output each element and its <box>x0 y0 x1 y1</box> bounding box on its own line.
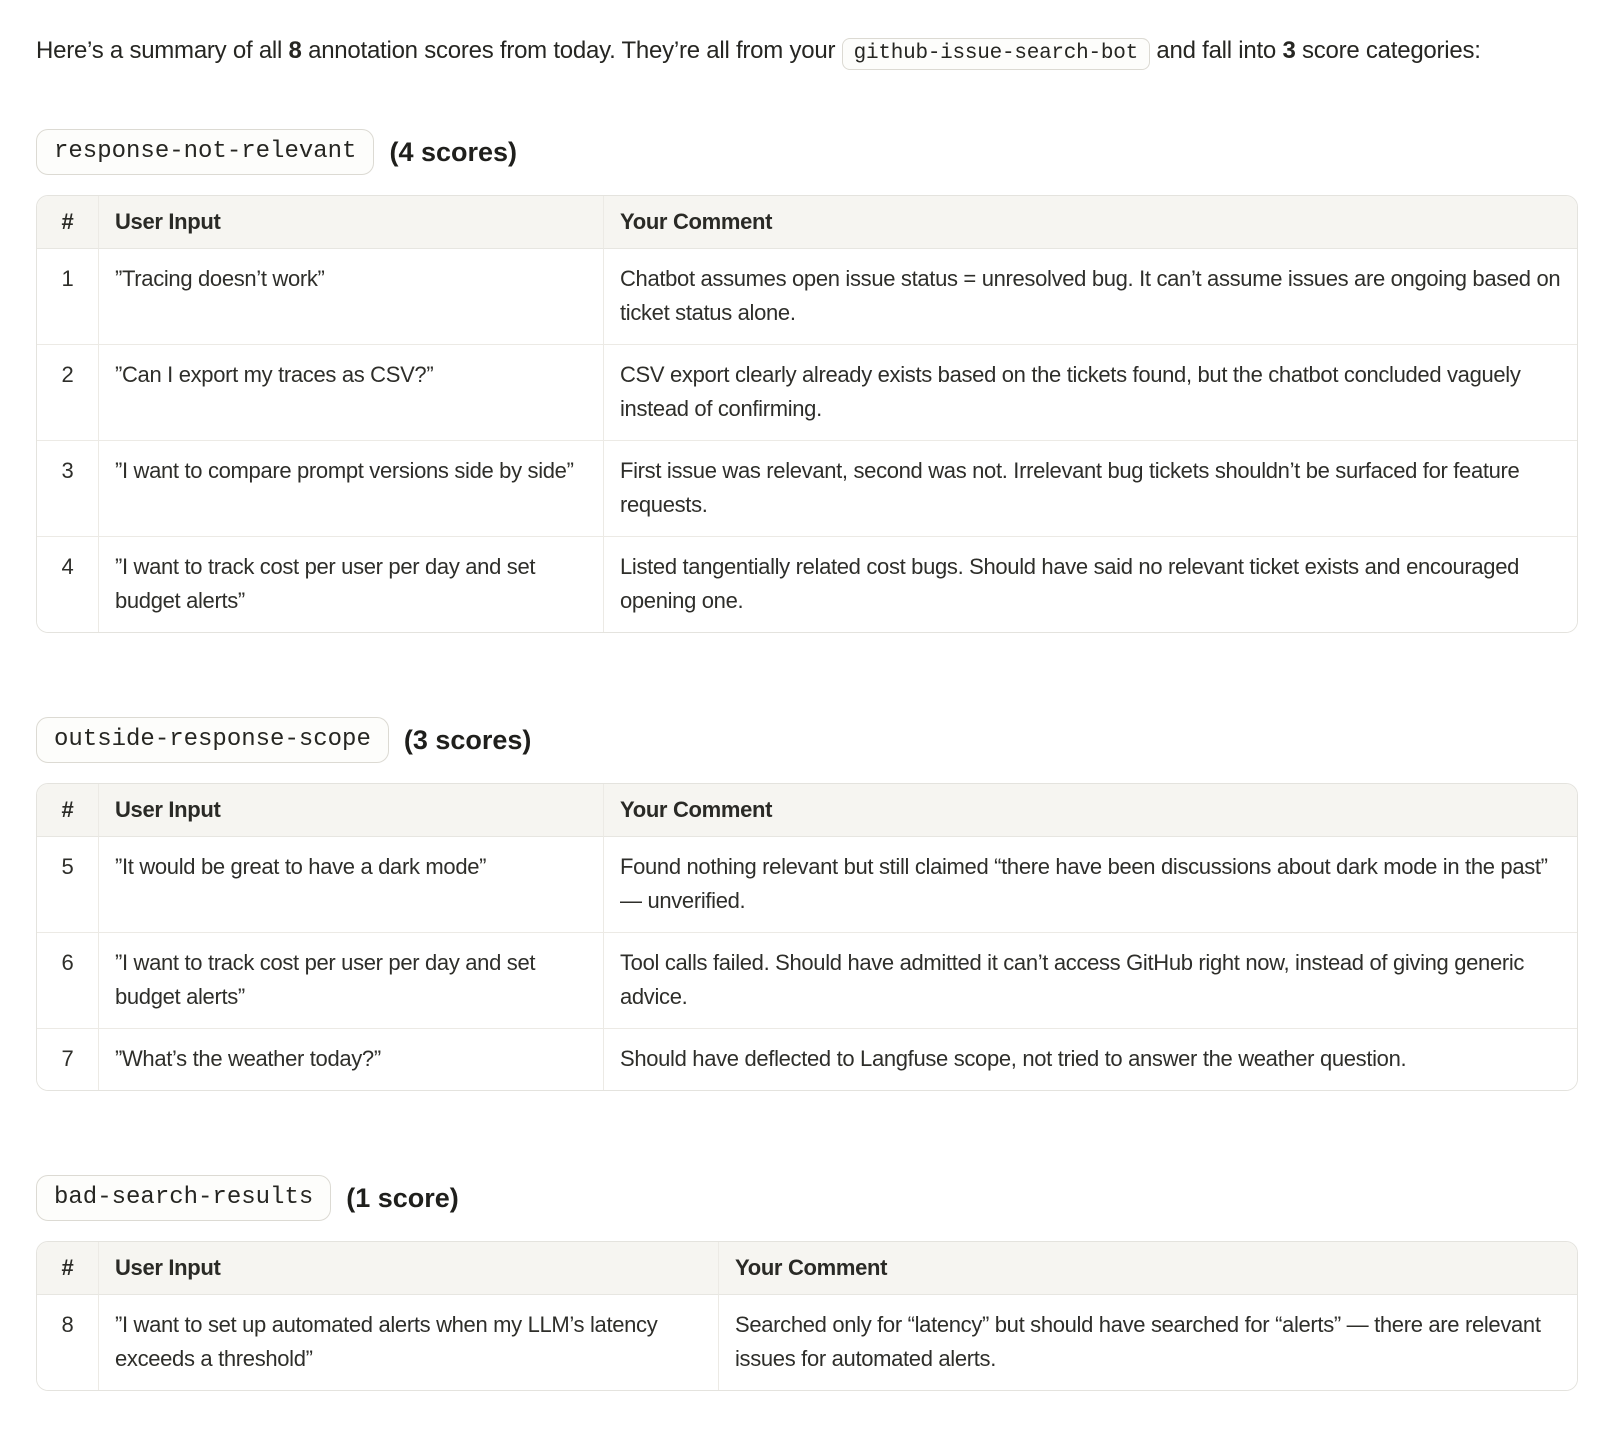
column-header-comment: Your Comment <box>604 196 1577 249</box>
column-header-comment: Your Comment <box>604 784 1577 837</box>
bot-name-code-badge: github-issue-search-bot <box>842 38 1150 70</box>
comment-cell: CSV export clearly already exists based on the tickets found, but the chatbot concluded vaguely instead of confirming. <box>604 345 1577 441</box>
intro-text-3: and fall into <box>1149 37 1283 64</box>
user-input-cell: ”What’s the weather today?” <box>99 1029 604 1090</box>
user-input-cell: ”Tracing doesn’t work” <box>99 249 604 345</box>
column-header-number: # <box>37 196 99 249</box>
comment-cell: Found nothing relevant but still claimed “there have been discussions about dark mode in the past” — unverified. <box>604 837 1577 933</box>
comment-cell: Searched only for “latency” but should have searched for “alerts” — there are relevant issues for automated alerts. <box>719 1295 1577 1390</box>
row-number: 2 <box>37 345 99 441</box>
scores-table <box>36 195 1578 633</box>
user-input-cell: ”I want to track cost per user per day and set budget alerts” <box>99 537 604 632</box>
row-number: 3 <box>37 441 99 537</box>
table-row <box>37 537 1577 632</box>
row-number: 8 <box>37 1295 99 1390</box>
column-header-user-input: User Input <box>99 196 604 249</box>
score-count-label: (3 scores) <box>403 724 532 755</box>
intro-text-4: score categories: <box>1295 37 1481 64</box>
score-count-label: (4 scores) <box>389 136 518 167</box>
intro-bold-count-total: 8 <box>288 37 302 64</box>
comment-cell: Chatbot assumes open issue status = unresolved bug. It can’t assume issues are ongoing based on ticket status alone. <box>604 249 1577 345</box>
column-header-comment: Your Comment <box>719 1242 1577 1295</box>
table-row <box>37 345 1577 441</box>
row-number: 1 <box>37 249 99 345</box>
intro-text-2: annotation scores from today. They’re all from your <box>301 37 842 64</box>
column-header-number: # <box>37 1242 99 1295</box>
user-input-cell: ”It would be great to have a dark mode” <box>99 837 604 933</box>
table-row <box>37 837 1577 933</box>
section-heading <box>36 1175 1578 1221</box>
user-input-cell: ”I want to track cost per user per day and set budget alerts” <box>99 933 604 1029</box>
intro-text-1: Here’s a summary of all <box>36 37 289 64</box>
row-number: 6 <box>37 933 99 1029</box>
section-heading <box>36 717 1578 763</box>
comment-cell: Tool calls failed. Should have admitted it can’t access GitHub right now, instead of giving generic advice. <box>604 933 1577 1029</box>
comment-cell: Listed tangentially related cost bugs. Should have said no relevant ticket exists and encouraged opening one. <box>604 537 1577 632</box>
column-header-number: # <box>37 784 99 837</box>
table-row <box>37 441 1577 537</box>
table-row <box>37 1295 1577 1390</box>
section-outside-response-scope <box>36 717 1578 1091</box>
intro-bold-count-categories: 3 <box>1282 37 1296 64</box>
section-bad-search-results <box>36 1175 1578 1391</box>
table-header-row <box>37 784 1577 837</box>
score-category-badge: response-not-relevant <box>36 129 374 175</box>
user-input-cell: ”I want to compare prompt versions side by side” <box>99 441 604 537</box>
scores-table <box>36 1241 1578 1391</box>
column-header-user-input: User Input <box>99 784 604 837</box>
row-number: 4 <box>37 537 99 632</box>
table-header-row <box>37 196 1577 249</box>
comment-cell: Should have deflected to Langfuse scope, not tried to answer the weather question. <box>604 1029 1577 1090</box>
comment-cell: First issue was relevant, second was not. Irrelevant bug tickets shouldn’t be surfaced for feature requests. <box>604 441 1577 537</box>
score-count-label: (1 score) <box>346 1182 459 1213</box>
score-category-badge: outside-response-scope <box>36 717 389 763</box>
section-response-not-relevant <box>36 129 1578 633</box>
row-number: 5 <box>37 837 99 933</box>
score-category-badge: bad-search-results <box>36 1175 331 1221</box>
column-header-user-input: User Input <box>99 1242 719 1295</box>
table-header-row <box>37 1242 1577 1295</box>
table-row <box>37 933 1577 1029</box>
intro-paragraph <box>36 28 1536 77</box>
section-heading <box>36 129 1578 175</box>
scores-table <box>36 783 1578 1091</box>
table-row <box>37 249 1577 345</box>
table-row <box>37 1029 1577 1090</box>
user-input-cell: ”Can I export my traces as CSV?” <box>99 345 604 441</box>
row-number: 7 <box>37 1029 99 1090</box>
user-input-cell: ”I want to set up automated alerts when my LLM’s latency exceeds a threshold” <box>99 1295 719 1390</box>
